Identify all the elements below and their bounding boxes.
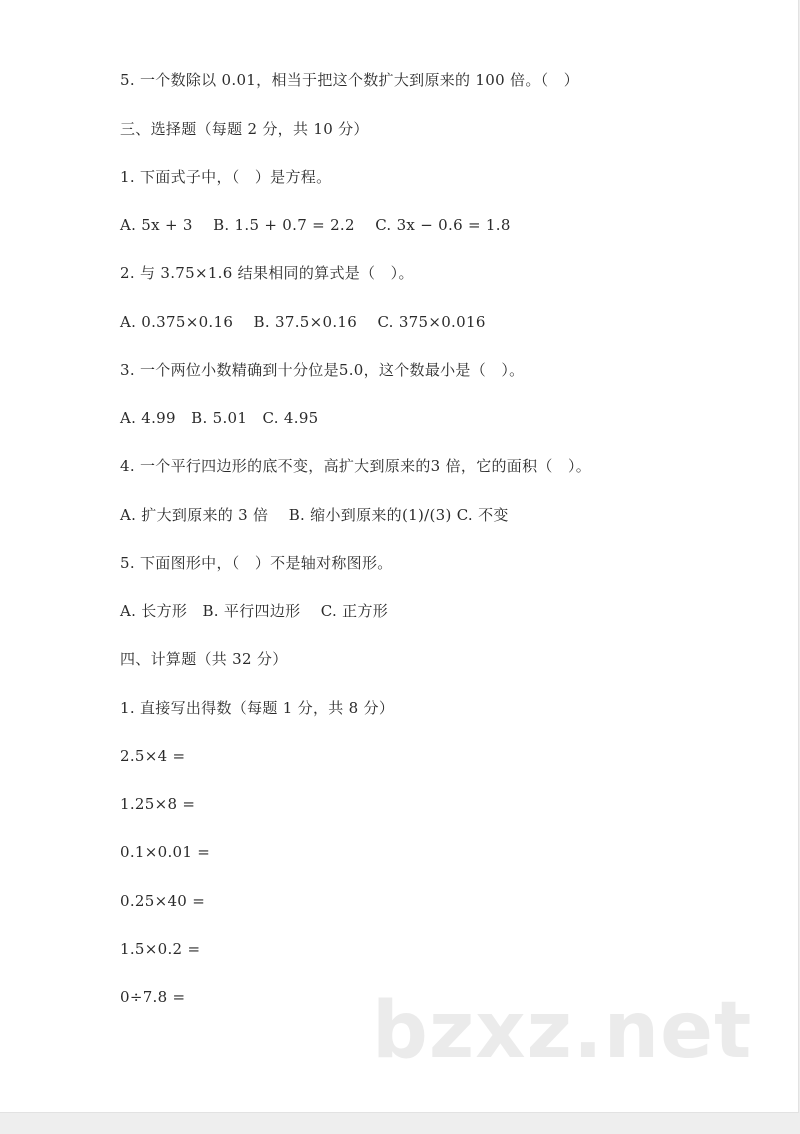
calculation-item: 0÷7.8 = bbox=[120, 988, 186, 1006]
watermark: bzxz.net bbox=[372, 986, 753, 1076]
judgment-question-5: 5. 一个数除以 0.01，相当于把这个数扩大到原来的 100 倍。（ ） bbox=[120, 71, 580, 89]
section-heading-calculation: 四、计算题（共 32 分） bbox=[120, 650, 288, 668]
choice-question-1-options: A. 5x + 3 B. 1.5 + 0.7 = 2.2 C. 3x − 0.6 = 1.8 bbox=[120, 216, 511, 234]
choice-question-1: 1. 下面式子中，（ ）是方程。 bbox=[120, 168, 332, 186]
calculation-item: 1.25×8 = bbox=[120, 795, 196, 813]
calculation-item: 1.5×0.2 = bbox=[120, 940, 201, 958]
choice-question-2-options: A. 0.375×0.16 B. 37.5×0.16 C. 375×0.016 bbox=[120, 313, 486, 331]
calculation-item: 2.5×4 = bbox=[120, 747, 186, 765]
choice-question-5: 5. 下面图形中，（ ）不是轴对称图形。 bbox=[120, 554, 393, 572]
section-heading-choice: 三、选择题（每题 2 分，共 10 分） bbox=[120, 120, 369, 138]
choice-question-4-options: A. 扩大到原来的 3 倍 B. 缩小到原来的(1)/(3) C. 不变 bbox=[120, 506, 509, 524]
choice-question-2: 2. 与 3.75×1.6 结果相同的算式是（ ）。 bbox=[120, 264, 414, 282]
choice-question-5-options: A. 长方形 B. 平行四边形 C. 正方形 bbox=[120, 602, 389, 620]
calculation-item: 0.1×0.01 = bbox=[120, 843, 211, 861]
calculation-item: 0.25×40 = bbox=[120, 892, 206, 910]
choice-question-3: 3. 一个两位小数精确到十分位是5.0，这个数最小是（ ）。 bbox=[120, 361, 525, 379]
choice-question-4: 4. 一个平行四边形的底不变，高扩大到原来的3 倍，它的面积（ ）。 bbox=[120, 457, 592, 475]
choice-question-3-options: A. 4.99 B. 5.01 C. 4.95 bbox=[120, 409, 319, 427]
calculation-question-1: 1. 直接写出得数（每题 1 分，共 8 分） bbox=[120, 699, 395, 717]
